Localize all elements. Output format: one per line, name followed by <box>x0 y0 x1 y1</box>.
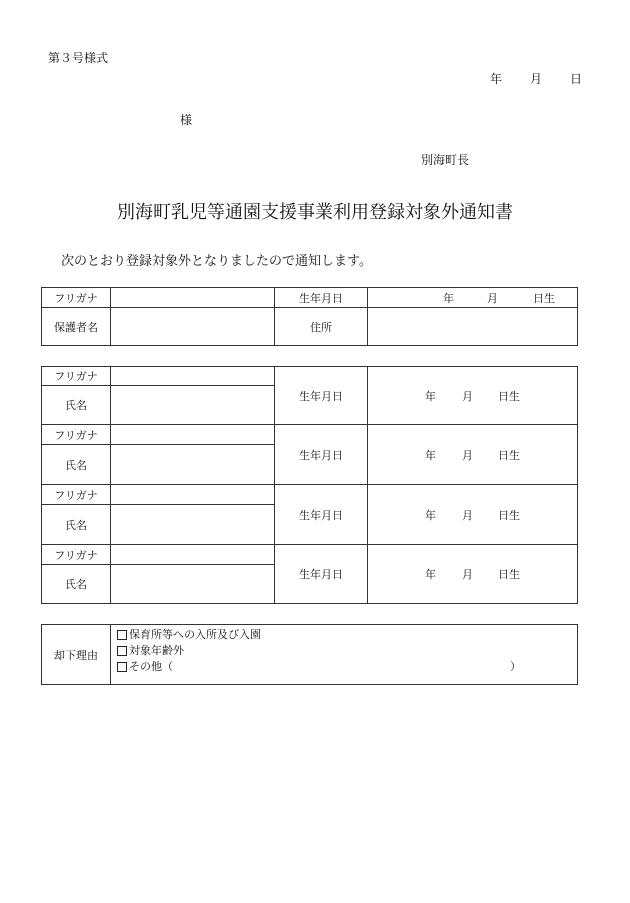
child-birth-day: 日生 <box>498 568 520 581</box>
child-furigana-field[interactable] <box>111 485 275 505</box>
child-name-field[interactable] <box>111 445 275 485</box>
rejection-options <box>111 625 578 685</box>
children-table <box>41 366 578 604</box>
child-birth-day: 日生 <box>498 448 520 462</box>
child-furigana-label: フリガナ <box>42 485 111 505</box>
child-birth-month: 月 <box>462 389 473 403</box>
checkbox-icon[interactable] <box>117 662 127 672</box>
child-birth-year: 年 <box>425 508 436 522</box>
rejection-option-other[interactable] <box>117 659 577 675</box>
guardian-birthdate-label: 生年月日 <box>275 288 368 308</box>
issue-date <box>490 70 582 87</box>
child-furigana-label: フリガナ <box>42 425 111 445</box>
option-label: 対象年齢外 <box>129 644 184 657</box>
option-label: その他（ <box>129 660 173 673</box>
guardian-name-field[interactable] <box>111 308 275 346</box>
child-birthdate-label: 生年月日 <box>275 367 368 425</box>
child-name-label: 氏名 <box>42 445 111 485</box>
child-birth-day: 日生 <box>498 389 520 403</box>
child-furigana-label: フリガナ <box>42 545 111 565</box>
issue-date-day: 日 <box>570 72 583 86</box>
child-birthdate-field[interactable] <box>368 367 578 425</box>
issue-date-month: 月 <box>530 72 543 86</box>
option-label: 保育所等への入所及び入園 <box>129 628 261 641</box>
child-birthdate-field[interactable] <box>368 485 578 545</box>
child-name-label: 氏名 <box>42 505 111 545</box>
child-birthdate-field[interactable] <box>368 425 578 485</box>
child-birth-year: 年 <box>425 448 436 462</box>
child-birth-day: 日生 <box>498 508 520 522</box>
guardian-birth-month: 月 <box>487 291 498 305</box>
child-birthdate-field[interactable] <box>368 545 578 604</box>
child-birth-month: 月 <box>462 568 473 581</box>
child-name-field[interactable] <box>111 505 275 545</box>
form-number: 第３号様式 <box>48 51 109 65</box>
checkbox-icon[interactable] <box>117 630 127 640</box>
child-furigana-label: フリガナ <box>42 367 111 386</box>
other-close-paren: ） <box>510 660 521 673</box>
child-furigana-field[interactable] <box>111 367 275 386</box>
guardian-table <box>41 287 578 346</box>
child-birthdate-label: 生年月日 <box>275 485 368 545</box>
child-birthdate-label: 生年月日 <box>275 425 368 485</box>
guardian-name-label: 保護者名 <box>42 308 111 346</box>
child-birth-month: 月 <box>462 448 473 462</box>
child-name-field[interactable] <box>111 386 275 425</box>
intro-text: 次のとおり登録対象外となりましたので通知します。 <box>61 254 372 269</box>
addressee-suffix: 様 <box>180 113 193 127</box>
guardian-birth-year: 年 <box>443 291 454 305</box>
child-furigana-field[interactable] <box>111 425 275 445</box>
child-name-label: 氏名 <box>42 386 111 425</box>
child-birthdate-label: 生年月日 <box>275 545 368 604</box>
guardian-furigana-label: フリガナ <box>42 288 111 308</box>
rejection-option-admitted[interactable] <box>117 627 577 643</box>
document-title: 別海町乳児等通園支援事業利用登録対象外通知書 <box>117 202 513 223</box>
rejection-reason-label: 却下理由 <box>42 625 111 685</box>
guardian-birthdate-field[interactable] <box>368 288 578 308</box>
child-furigana-field[interactable] <box>111 545 275 565</box>
child-name-label: 氏名 <box>42 565 111 604</box>
checkbox-icon[interactable] <box>117 646 127 656</box>
issue-date-year: 年 <box>490 72 503 86</box>
child-birth-month: 月 <box>462 508 473 522</box>
child-birth-year: 年 <box>425 389 436 403</box>
guardian-birth-day: 日生 <box>533 291 555 305</box>
child-name-field[interactable] <box>111 565 275 604</box>
rejection-option-age[interactable] <box>117 643 577 659</box>
guardian-address-label: 住所 <box>275 308 368 346</box>
rejection-table <box>41 624 578 685</box>
guardian-address-field[interactable] <box>368 308 578 346</box>
child-birth-year: 年 <box>425 568 436 581</box>
guardian-furigana-field[interactable] <box>111 288 275 308</box>
issuer-name: 別海町長 <box>421 153 470 167</box>
